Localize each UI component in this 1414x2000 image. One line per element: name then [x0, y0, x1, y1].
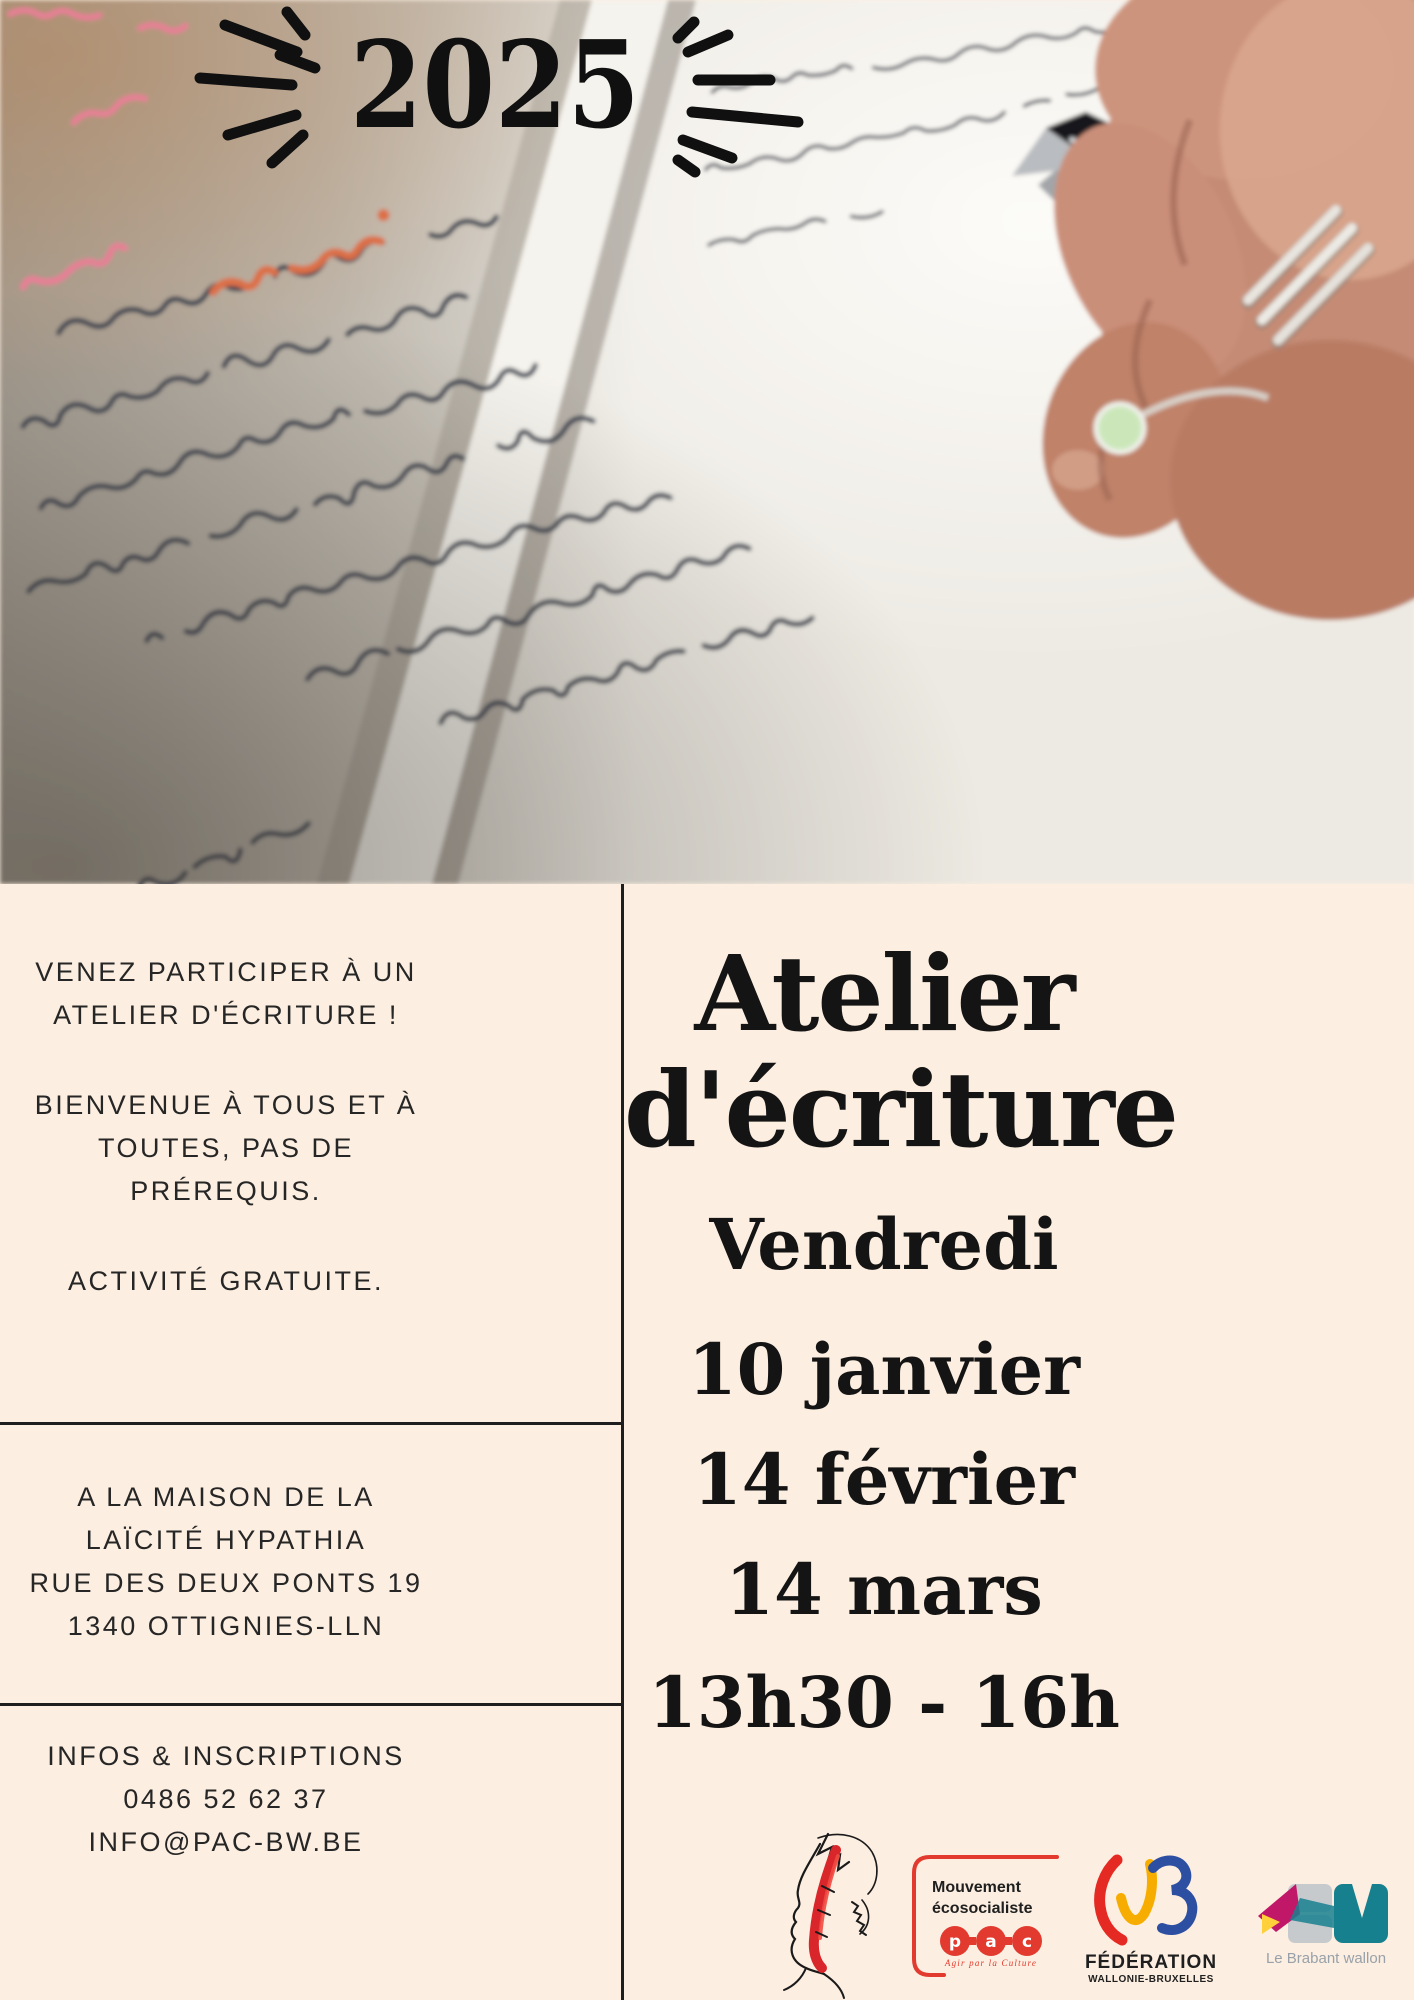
pac-letter: c: [1021, 1932, 1033, 1952]
session-dates: [624, 1315, 1144, 1645]
partner-logos: [700, 1820, 1414, 2000]
pac-text-line2: écosocialiste: [932, 1900, 1033, 1917]
pac-logo: [914, 1857, 1057, 1975]
text-line: PRÉREQUIS.: [130, 1176, 322, 1206]
thumb-nail: [1052, 450, 1104, 490]
pac-letter: a: [985, 1932, 997, 1952]
welcome-paragraph: [0, 1084, 452, 1213]
text-line: Vendredi: [709, 1203, 1059, 1286]
page-title: [624, 932, 1177, 1171]
date-line: 14 février: [693, 1438, 1075, 1521]
phone-number: 0486 52 62 37: [123, 1784, 329, 1814]
venue-address: [0, 1476, 452, 1648]
fwb-yellow-swoosh: [1121, 1864, 1152, 1920]
date-line: 14 mars: [725, 1548, 1043, 1631]
photo-illustration: [0, 0, 1414, 884]
brabant-wallon-logo: [1258, 1884, 1388, 1967]
photo-content: [0, 0, 1414, 884]
title-line: d'écriture: [624, 1048, 1177, 1171]
horizontal-divider-bottom: [0, 1703, 624, 1706]
pac-letter: p: [948, 1932, 962, 1952]
bw-caption: Le Brabant wallon: [1265, 1950, 1387, 1967]
fwb-text-line2: WALLONIE-BRUXELLES: [1088, 1974, 1214, 1985]
text-line: RUE DES DEUX PONTS 19: [29, 1568, 423, 1598]
notebook-writing-photo: [0, 0, 1414, 884]
contact-heading: INFOS & INSCRIPTIONS: [47, 1741, 405, 1771]
date-line: 10 janvier: [687, 1328, 1081, 1411]
neck-line: [824, 1974, 844, 1998]
text-line: LAÏCITÉ HYPATHIA: [85, 1525, 367, 1555]
fwb-blue-b: [1153, 1861, 1192, 1931]
text-line: BIENVENUE À TOUS ET À: [34, 1090, 418, 1120]
weekday-label: [624, 1204, 1144, 1286]
text-line: A LA MAISON DE LA: [77, 1482, 375, 1512]
year-label: 2025: [350, 15, 640, 156]
contact-info: [0, 1735, 452, 1864]
pac-tagline: Agir par la Culture: [944, 1958, 1038, 1968]
hypathia-face-logo: [784, 1834, 877, 1998]
intro-paragraph: [0, 951, 452, 1037]
pac-text-line1: Mouvement: [932, 1879, 1021, 1896]
text-line: 1340 OTTIGNIES-LLN: [67, 1611, 385, 1641]
time-range: [624, 1662, 1144, 1744]
email-address: INFO@PAC-BW.BE: [88, 1827, 364, 1857]
text-line: TOUTES, PAS DE: [97, 1133, 355, 1163]
free-activity-note: [0, 1260, 452, 1303]
horizontal-divider-top: [0, 1422, 624, 1425]
text-line: VENEZ PARTICIPER À UN: [35, 957, 417, 987]
text-line: 13h30 - 16h: [648, 1661, 1120, 1744]
text-line: ACTIVITÉ GRATUITE.: [67, 1266, 384, 1296]
fwb-text-line1: FÉDÉRATION: [1084, 1952, 1218, 1973]
fwb-logo: [1085, 1860, 1217, 1985]
text-line: ATELIER D'ÉCRITURE !: [53, 1000, 399, 1030]
title-line: Atelier: [694, 932, 1074, 1055]
neck-line: [784, 1968, 806, 1990]
